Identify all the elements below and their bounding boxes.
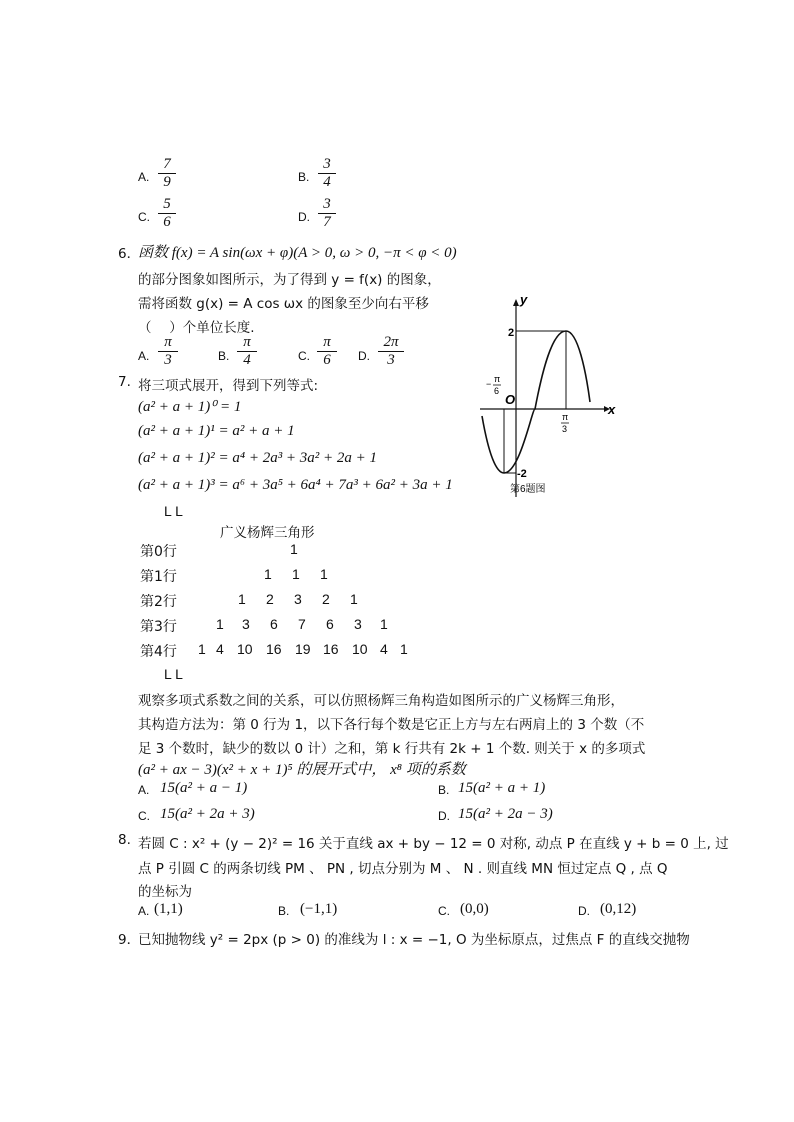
row-4-value: 10 xyxy=(237,641,253,657)
row-4-value: 10 xyxy=(352,641,368,657)
q8-option-b-label: B. xyxy=(278,904,290,918)
q7-option-c-label: C. xyxy=(138,809,150,823)
q7-paragraph-4: (a² + ax − 3)(x² + x + 1)⁵ 的展开式中， x⁸ 项的系数 xyxy=(138,762,466,778)
q5-option-a-fraction: $\frac{7}{9}$ xyxy=(158,156,176,191)
x-left-tick-sign: − xyxy=(486,379,492,389)
q5-option-c-fraction: $\frac{5}{6}$ xyxy=(158,196,176,231)
q5-option-c-label: C. xyxy=(138,210,150,224)
y-min-label: -2 xyxy=(517,468,527,480)
q6-option-c-fraction: $\frac{\pi}{6}$ xyxy=(317,334,337,369)
x-left-tick-num: π xyxy=(494,374,501,384)
q7-option-d-text: 15(a² + 2a − 3) xyxy=(458,806,553,822)
triangle-title: 广义杨辉三角形 xyxy=(220,525,315,541)
row-3-value: 6 xyxy=(270,616,278,632)
q7-ellipsis-1: L L xyxy=(164,503,183,519)
q8-option-c-label: C. xyxy=(438,904,450,918)
q7-equation-3: (a² + a + 1)³ = a⁶ + 3a⁵ + 6a⁴ + 7a³ + 6a² + 3a + 1 xyxy=(138,477,453,493)
x-right-tick-num: π xyxy=(562,412,569,422)
q6-number: 6． xyxy=(118,246,141,262)
q6-option-c-label: C. xyxy=(298,349,310,363)
q7-option-c-text: 15(a² + 2a + 3) xyxy=(160,806,255,822)
q7-equation-2: (a² + a + 1)² = a⁴ + 2a³ + 3a² + 2a + 1 xyxy=(138,450,378,466)
sine-curve xyxy=(482,331,590,473)
x-axis-label: x xyxy=(608,402,616,417)
q7-option-d-label: D. xyxy=(438,809,450,823)
q5-option-b-fraction: $\frac{3}{4}$ xyxy=(318,156,336,191)
row-1-value: 1 xyxy=(292,566,300,582)
x-right-tick-den: 3 xyxy=(562,424,568,434)
q6-option-b-fraction: $\frac{\pi}{4}$ xyxy=(237,334,257,369)
row-label-1: 第1行 xyxy=(140,569,177,585)
row-3-value: 6 xyxy=(326,616,334,632)
y-axis-arrow xyxy=(513,299,519,306)
y-max-label: 2 xyxy=(508,327,515,339)
q5-option-b-label: B. xyxy=(298,170,310,184)
row-label-2: 第2行 xyxy=(140,594,177,610)
q7-ellipsis-2: L L xyxy=(164,666,183,682)
row-4-value: 1 xyxy=(198,641,206,657)
q6-option-a-label: A. xyxy=(138,349,150,363)
q6-line-3: 需将函数 g(x) = A cos ωx 的图象至少向右平移 xyxy=(138,296,429,312)
q8-option-b-text: (−1,1) xyxy=(300,901,338,917)
q9-line-1: 已知抛物线 y² = 2px (p > 0) 的准线为 l : x = −1, O 为坐标原点，过焦点 F 的直线交抛物 xyxy=(138,932,690,948)
q8-number: 8. xyxy=(118,832,131,848)
q8-option-a-label: A. xyxy=(138,904,150,918)
q8-option-d-label: D. xyxy=(578,904,590,918)
q7-option-a-text: 15(a² + a − 1) xyxy=(160,780,248,796)
row-2-value: 2 xyxy=(266,591,274,607)
q7-equation-0: (a² + a + 1)⁰ = 1 xyxy=(138,399,242,415)
row-1-value: 1 xyxy=(264,566,272,582)
q7-intro: 将三项式展开，得到下列等式: xyxy=(138,378,319,394)
q8-option-a-text: (1,1) xyxy=(154,901,183,917)
q5-option-a-label: A. xyxy=(138,170,150,184)
row-0-value: 1 xyxy=(290,541,298,557)
q7-option-b-text: 15(a² + a + 1) xyxy=(458,780,546,796)
row-3-value: 3 xyxy=(242,616,250,632)
q7-paragraph-2: 其构造方法为：第 0 行为 1，以下各行每个数是它正上方与左右两肩上的 3 个数（不 xyxy=(138,717,645,733)
origin-label: O xyxy=(505,392,516,407)
row-4-value: 16 xyxy=(266,641,282,657)
row-3-value: 1 xyxy=(216,616,224,632)
row-2-value: 1 xyxy=(238,591,246,607)
y-axis-label: y xyxy=(520,292,528,307)
q6-option-d-label: D. xyxy=(358,349,370,363)
row-4-value: 1 xyxy=(400,641,408,657)
x-left-tick-den: 6 xyxy=(494,386,500,396)
q6-option-d-fraction: $\frac{2\pi}{3}$ xyxy=(378,334,404,369)
q6-function-graph xyxy=(470,292,620,502)
row-label-4: 第4行 xyxy=(140,644,177,660)
row-3-value: 7 xyxy=(298,616,306,632)
q7-number: 7. xyxy=(118,374,131,390)
q9-number: 9． xyxy=(118,932,141,948)
figure-caption: 第6题图 xyxy=(510,484,546,495)
row-2-value: 1 xyxy=(350,591,358,607)
q6-line-2: 的部分图象如图所示，为了得到 y = f(x) 的图象， xyxy=(138,272,441,288)
row-4-value: 19 xyxy=(295,641,311,657)
row-4-value: 4 xyxy=(216,641,224,657)
q6-option-b-label: B. xyxy=(218,349,230,363)
q5-option-d-label: D. xyxy=(298,210,310,224)
q7-paragraph-1: 观察多项式系数之间的关系，可以仿照杨辉三角构造如图所示的广义杨辉三角形， xyxy=(138,693,624,709)
q8-line-2: 点 P 引圆 C 的两条切线 PM 、 PN , 切点分别为 M 、 N . 则直线 MN 恒过定点 Q , 点 Q xyxy=(138,861,668,877)
q8-option-d-text: (0,12) xyxy=(600,901,637,917)
q6-line-4: （ ）个单位长度. xyxy=(138,320,255,336)
row-2-value: 2 xyxy=(322,591,330,607)
q6-option-a-fraction: $\frac{\pi}{3}$ xyxy=(158,334,178,369)
q8-line-3: 的坐标为 xyxy=(138,884,192,900)
q5-option-d-fraction: $\frac{3}{7}$ xyxy=(318,196,336,231)
q7-option-a-label: A. xyxy=(138,783,150,797)
row-label-0: 第0行 xyxy=(140,544,177,560)
q7-option-b-label: B. xyxy=(438,783,450,797)
q7-paragraph-3: 足 3 个数时，缺少的数以 0 计）之和，第 k 行共有 2k + 1 个数. 则关于 x 的多项式 xyxy=(138,741,646,757)
row-3-value: 1 xyxy=(380,616,388,632)
row-3-value: 3 xyxy=(354,616,362,632)
q8-line-1: 若圆 C : x² + (y − 2)² = 16 关于直线 ax + by − 12 = 0 对称, 动点 P 在直线 y + b = 0 上, 过 xyxy=(138,836,729,852)
q6-line-1: 函数 f(x) = A sin(ωx + φ)(A > 0, ω > 0, −π < φ < 0) xyxy=(138,245,457,261)
row-4-value: 4 xyxy=(380,641,388,657)
row-label-3: 第3行 xyxy=(140,619,177,635)
q8-option-c-text: (0,0) xyxy=(460,901,489,917)
row-4-value: 16 xyxy=(323,641,339,657)
q7-equation-1: (a² + a + 1)¹ = a² + a + 1 xyxy=(138,423,295,439)
row-2-value: 3 xyxy=(294,591,302,607)
row-1-value: 1 xyxy=(320,566,328,582)
